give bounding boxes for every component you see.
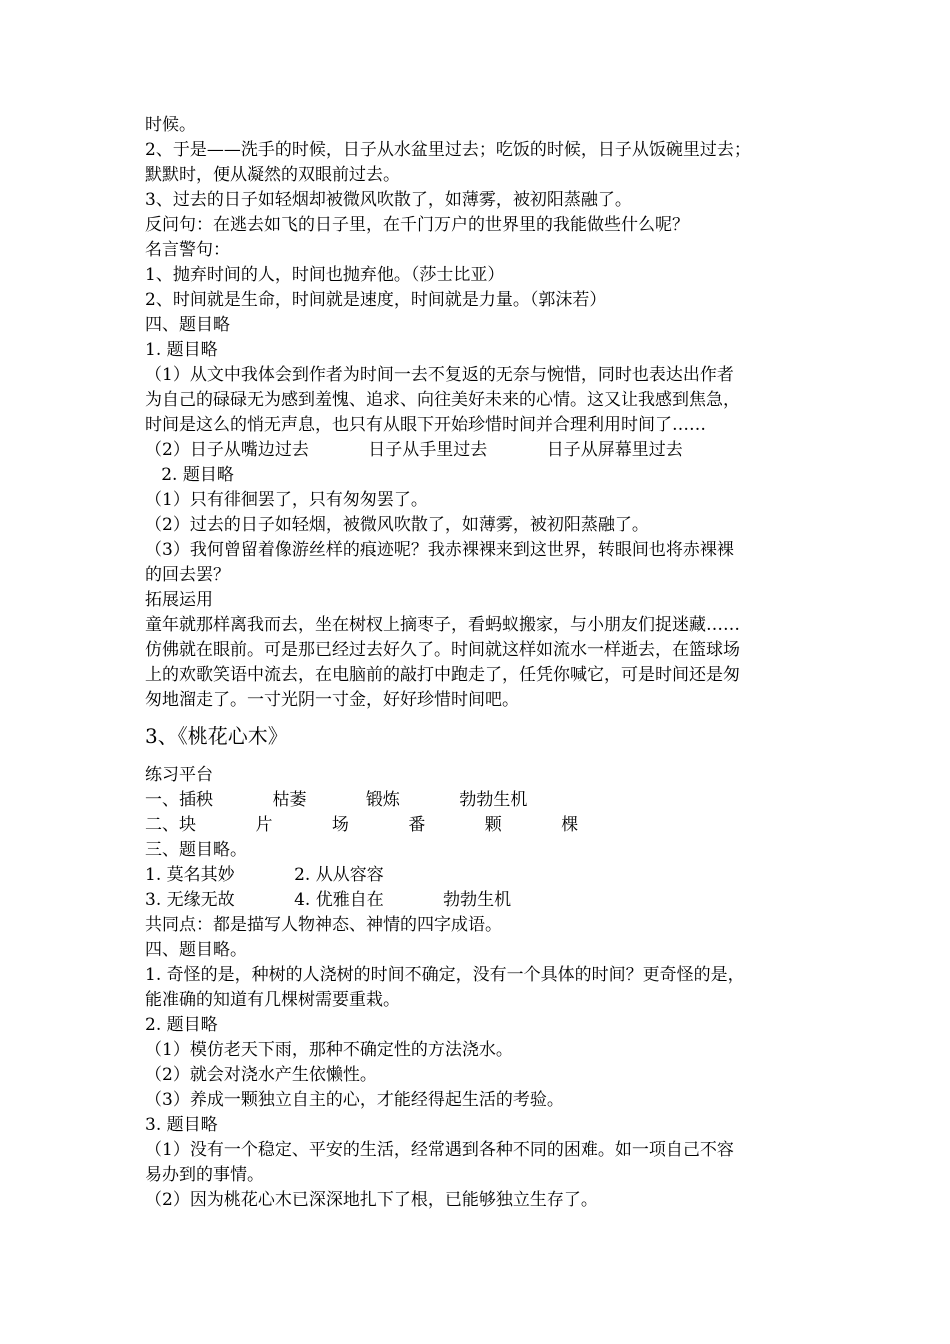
text-line: 3、过去的日子如轻烟却被微风吹散了，如薄雾，被初阳蒸融了。 xyxy=(145,190,632,210)
text-line: （2）就会对浇水产生依懒性。 xyxy=(145,1065,377,1085)
text-line: （2）日子从嘴边过去 日子从手里过去 日子从屏幕里过去 xyxy=(145,440,683,460)
answer-section-bottom xyxy=(145,763,810,1213)
text-line: 3. 无缘无故 4. 优雅自在 勃勃生机 xyxy=(145,890,512,910)
text-line: 默默时，便从凝然的双眼前过去。 xyxy=(145,165,400,185)
text-line: 共同点：都是描写人物神态、神情的四字成语。 xyxy=(145,915,502,935)
text-line: （1）只有徘徊罢了，只有匆匆罢了。 xyxy=(145,490,428,510)
text-line: 匆地溜走了。一寸光阴一寸金，好好珍惜时间吧。 xyxy=(145,690,519,710)
text-line: （1）模仿老天下雨，那种不确定性的方法浇水。 xyxy=(145,1040,513,1060)
text-line: 能准确的知道有几棵树需要重栽。 xyxy=(145,990,400,1010)
text-line: 上的欢歌笑语中流去，在电脑前的敲打中跑走了，任凭你喊它，可是时间还是匆 xyxy=(145,665,740,685)
text-line: 三、题目略。 xyxy=(145,840,247,860)
text-line: 1. 莫名其妙 2. 从从容容 xyxy=(145,865,384,885)
text-line: 练习平台 xyxy=(145,765,213,785)
text-line: 1、抛弃时间的人，时间也抛弃他。（莎士比亚） xyxy=(145,265,505,285)
text-line: 2. 题目略 xyxy=(145,1015,218,1035)
text-line: 时候。 xyxy=(145,115,196,135)
text-line: 拓展运用 xyxy=(145,590,213,610)
text-line: （3）养成一颗独立自主的心，才能经得起生活的考验。 xyxy=(145,1090,564,1110)
text-line: 的回去罢？ xyxy=(145,565,230,585)
text-line: 1. 奇怪的是，种树的人浇树的时间不确定，没有一个具体的时间？更奇怪的是， xyxy=(145,965,745,985)
text-line: 为自己的碌碌无为感到羞愧、追求、向往美好未来的心情。这又让我感到焦急， xyxy=(145,390,740,410)
text-line: （2）因为桃花心木已深深地扎下了根，已能够独立生存了。 xyxy=(145,1190,598,1210)
text-line: 仿佛就在眼前。可是那已经过去好久了。时间就这样如流水一样逝去，在篮球场 xyxy=(145,640,740,660)
text-line: 反问句：在逃去如飞的日子里，在千门万户的世界里的我能做些什么呢？ xyxy=(145,215,689,235)
text-line: （1）从文中我体会到作者为时间一去不复返的无奈与惋惜，同时也表达出作者 xyxy=(145,365,734,385)
text-line: （2）过去的日子如轻烟，被微风吹散了，如薄雾，被初阳蒸融了。 xyxy=(145,515,649,535)
text-line: 2. 题目略 xyxy=(145,465,234,485)
text-line: 二、块 片 场 番 颗 棵 xyxy=(145,815,579,835)
text-line: 1. 题目略 xyxy=(145,340,218,360)
text-line: 3. 题目略 xyxy=(145,1115,218,1135)
text-line: 一、插秧 枯萎 锻炼 勃勃生机 xyxy=(145,790,528,810)
answer-section-top xyxy=(145,113,810,713)
text-line: 名言警句： xyxy=(145,240,230,260)
text-line: 2、于是——洗手的时候，日子从水盆里过去；吃饭的时候，日子从饭碗里过去； xyxy=(145,140,751,160)
text-line: 时间是这么的悄无声息，也只有从眼下开始珍惜时间并合理利用时间了…… xyxy=(145,415,706,435)
text-line: （3）我何曾留着像游丝样的痕迹呢？我赤裸裸来到这世界，转眼间也将赤裸裸 xyxy=(145,540,734,560)
section-heading: 3、《桃花心木》 xyxy=(145,724,288,748)
text-line: 2、时间就是生命，时间就是速度，时间就是力量。（郭沫若） xyxy=(145,290,607,310)
text-line: 四、题目略。 xyxy=(145,940,247,960)
text-line: 童年就那样离我而去，坐在树杈上摘枣子，看蚂蚁搬家，与小朋友们捉迷藏…… xyxy=(145,615,740,635)
text-line: 四、题目略 xyxy=(145,315,230,335)
text-line: （1）没有一个稳定、平安的生活，经常遇到各种不同的困难。如一项自己不容 xyxy=(145,1140,734,1160)
document-page xyxy=(145,113,810,1213)
text-line: 易办到的事情。 xyxy=(145,1165,264,1185)
